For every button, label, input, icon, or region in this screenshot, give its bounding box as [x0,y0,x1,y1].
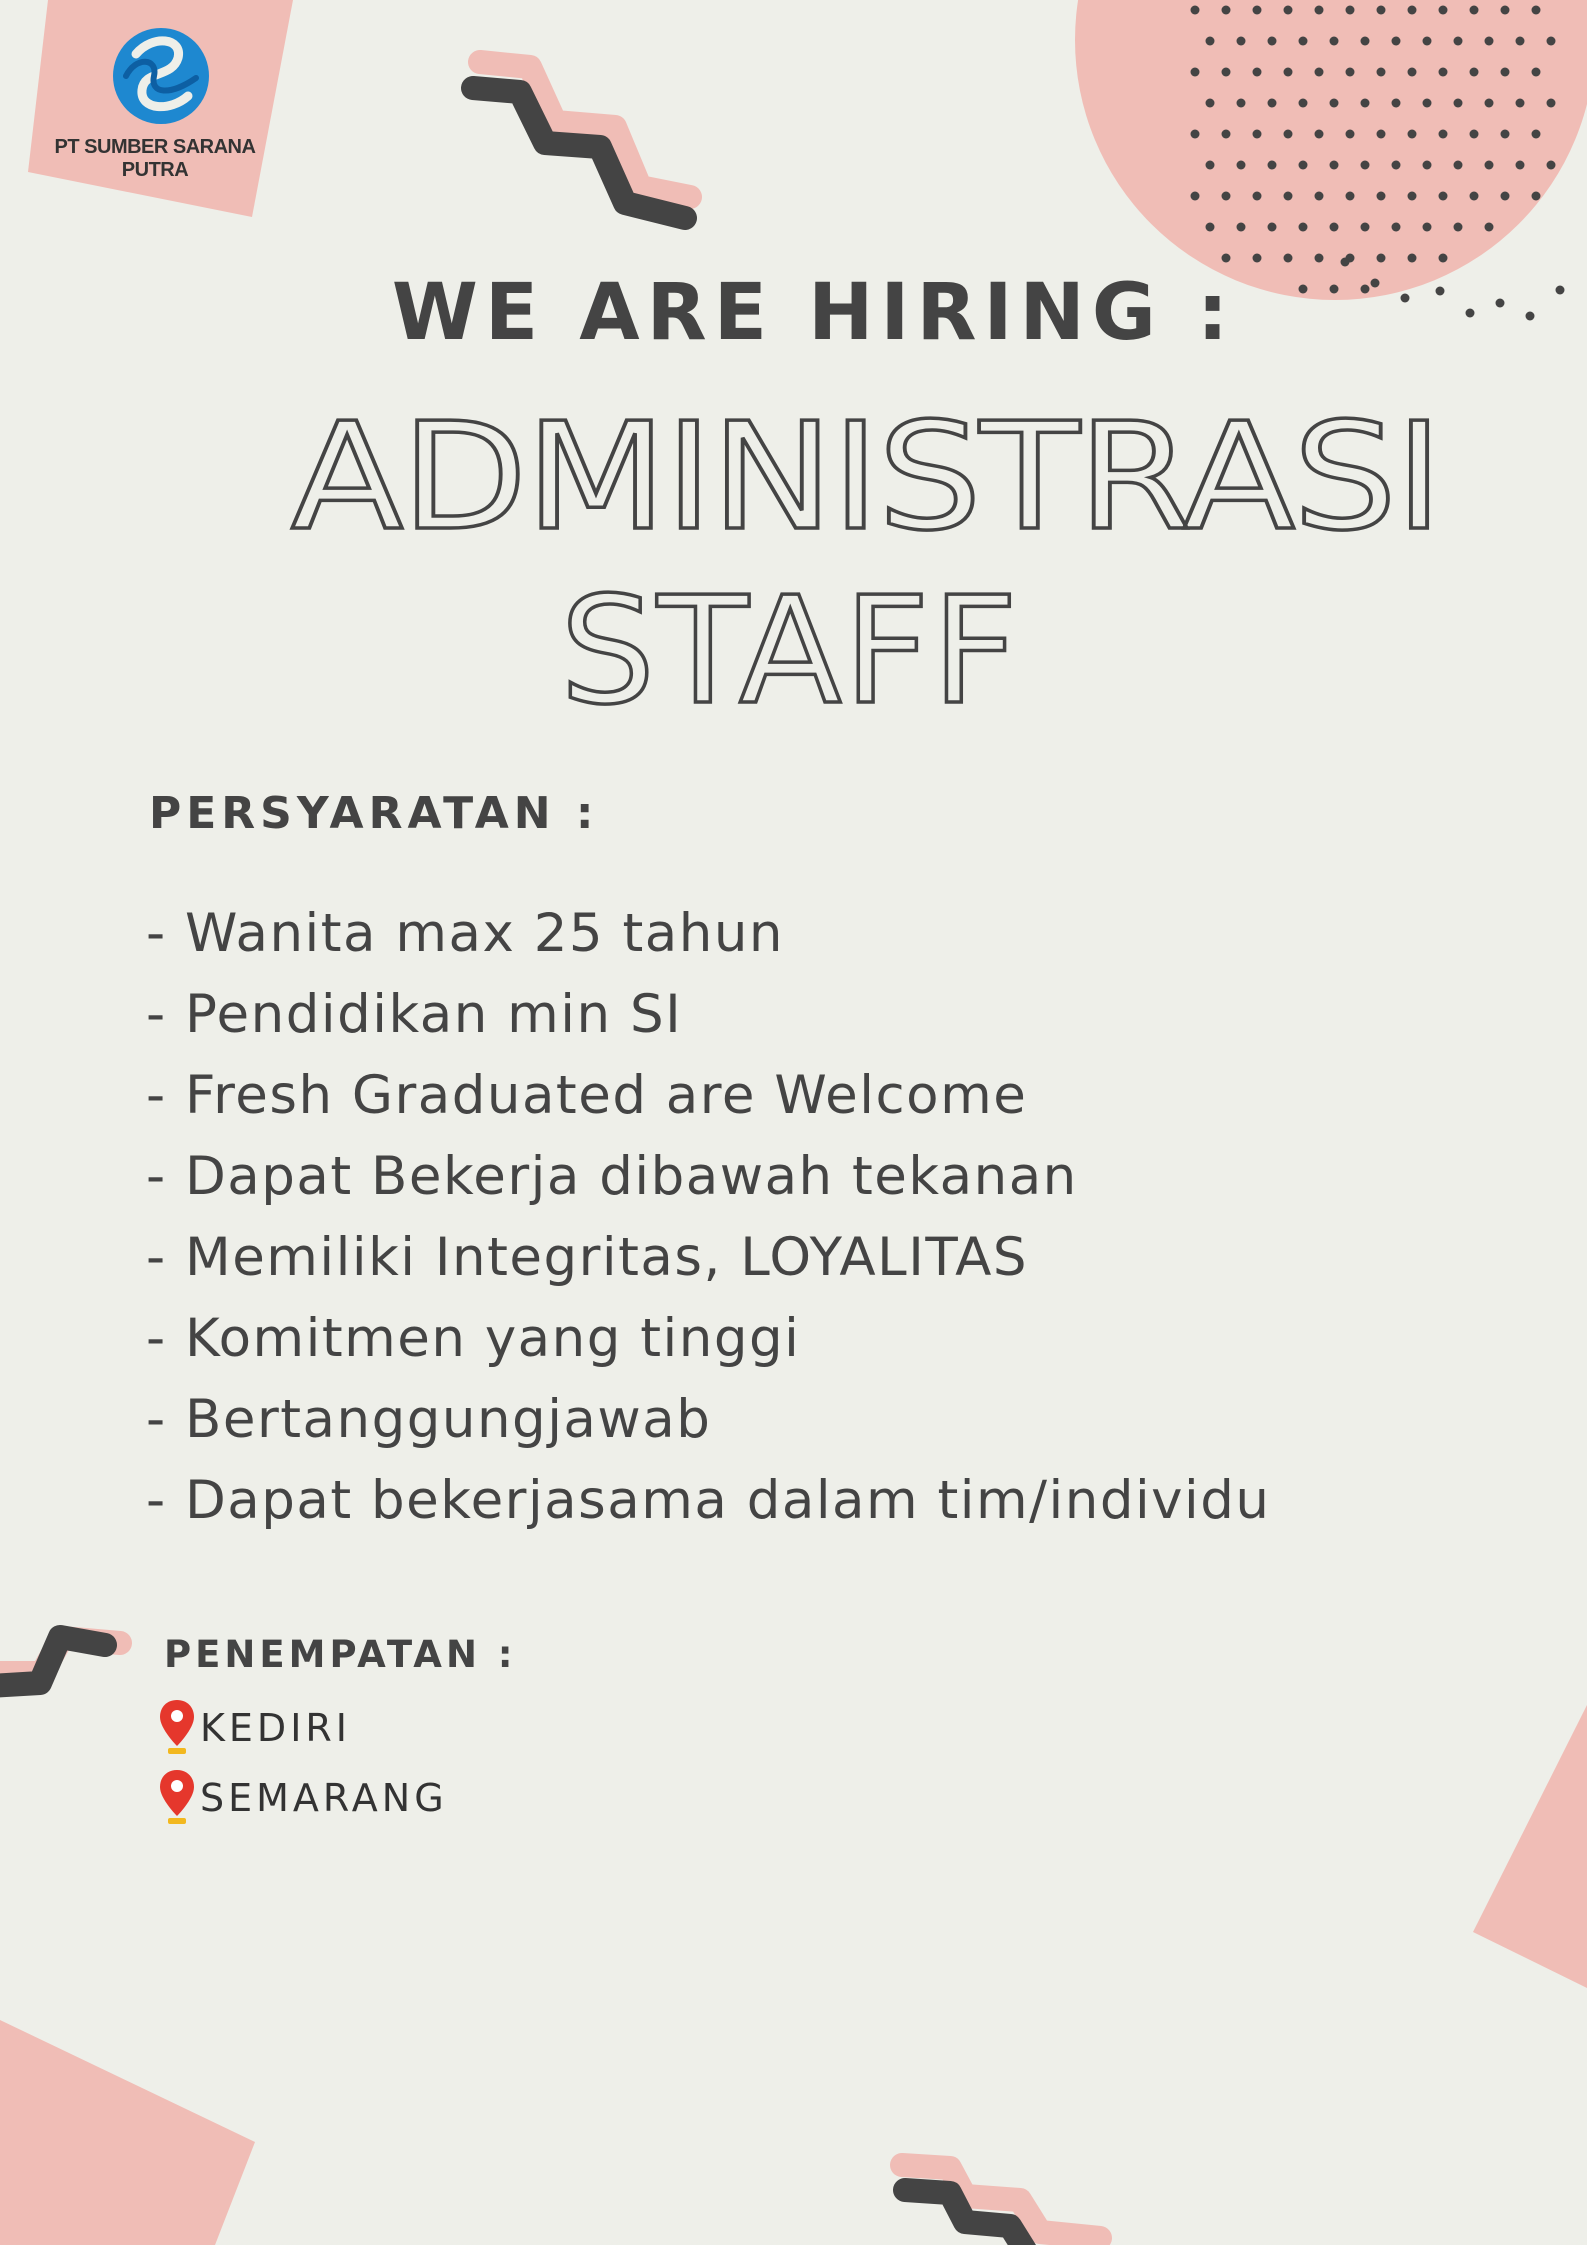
pattern-dot [1392,223,1401,232]
pattern-dot [1470,192,1479,201]
pattern-dot [1377,6,1386,15]
pattern-dot [1377,130,1386,139]
pattern-dot [1439,254,1448,263]
pattern-dot [1361,161,1370,170]
zigzag-top [473,88,685,218]
requirement-item: - Bertanggungjawab [146,1389,712,1450]
pattern-dot [1346,6,1355,15]
pattern-dot [1501,6,1510,15]
requirement-item: - Dapat Bekerja dibawah tekanan [146,1146,1078,1207]
hiring-headline: WE ARE HIRING : [391,268,1236,358]
pattern-dot [1547,37,1556,46]
company-name-line1: PT SUMBER SARANA [54,136,256,158]
pattern-dot [1341,258,1350,267]
pattern-dot [1222,192,1231,201]
company-logo-icon [113,28,209,124]
pattern-dot [1206,223,1215,232]
pattern-dot [1547,99,1556,108]
map-pin-icon [158,1768,196,1828]
pattern-dot [1423,161,1432,170]
pattern-dot [1268,161,1277,170]
pattern-dot [1299,161,1308,170]
pattern-dot [1377,254,1386,263]
pattern-dot [1346,192,1355,201]
position-title-line1: ADMINISTRASI [291,391,1441,563]
pattern-dot [1299,99,1308,108]
position-title [0,380,1587,730]
pattern-dot [1222,254,1231,263]
requirement-item: - Komitmen yang tinggi [146,1308,801,1369]
pattern-dot [1330,99,1339,108]
pattern-dot [1516,37,1525,46]
requirement-item: - Dapat bekerjasama dalam tim/individu [146,1470,1271,1531]
requirements-list [146,893,1271,1541]
pattern-dot [1423,99,1432,108]
pattern-dot [1268,37,1277,46]
pattern-dot [1222,6,1231,15]
pattern-dot [1454,37,1463,46]
pattern-dot [1470,68,1479,77]
pattern-dot [1532,192,1541,201]
pattern-dot [1532,68,1541,77]
pattern-dot [1253,254,1262,263]
pattern-dot [1222,68,1231,77]
pattern-dot [1253,6,1262,15]
pattern-dot [1191,192,1200,201]
company-name [30,136,280,182]
pattern-dot [1299,37,1308,46]
requirement-item: - Memiliki Integritas, LOYALITAS [146,1227,1028,1288]
pattern-dot [1408,6,1417,15]
pattern-dot [1377,68,1386,77]
pattern-dot [1315,192,1324,201]
bottom-left-pink-square [0,2020,255,2245]
pattern-dot [1191,130,1200,139]
pattern-dot [1516,161,1525,170]
pattern-dot [1423,223,1432,232]
requirement-item: - Wanita max 25 tahun [146,903,785,964]
pattern-dot [1423,37,1432,46]
pattern-dot [1253,130,1262,139]
map-pin-icon [158,1698,196,1758]
pattern-dot [1501,68,1510,77]
pattern-dot [1361,37,1370,46]
pattern-dot [1392,99,1401,108]
pattern-dot [1485,223,1494,232]
location-item [158,1698,351,1758]
position-title-line2: STAFF [560,565,1020,730]
pattern-dot [1268,223,1277,232]
pattern-dot [1346,130,1355,139]
pattern-dot [1206,161,1215,170]
requirement-item: - Pendidikan min SI [146,984,683,1045]
pattern-dot [1330,37,1339,46]
pattern-dot [1191,68,1200,77]
pattern-dot [1237,223,1246,232]
pattern-dot [1253,68,1262,77]
pattern-dot [1485,37,1494,46]
pattern-dot [1501,130,1510,139]
pattern-dot [1485,99,1494,108]
pattern-dot [1284,6,1293,15]
pattern-dot [1284,192,1293,201]
pattern-dot [1501,192,1510,201]
pattern-dot [1284,254,1293,263]
pattern-dot [1361,223,1370,232]
pattern-dot [1408,192,1417,201]
pattern-dot [1253,192,1262,201]
pattern-dot [1206,37,1215,46]
pattern-dot [1532,130,1541,139]
pattern-dot [1299,223,1308,232]
pattern-dot [1206,99,1215,108]
pattern-dot [1315,6,1324,15]
pattern-dot [1330,223,1339,232]
company-name-line2: PUTRA [121,159,189,181]
pattern-dot [1532,6,1541,15]
location-label: SEMARANG [200,1776,448,1820]
pattern-dot [1439,130,1448,139]
pattern-dot [1222,130,1231,139]
pattern-dot [1516,99,1525,108]
pattern-dot [1315,68,1324,77]
pattern-dot [1439,192,1448,201]
pattern-dot [1408,68,1417,77]
pattern-dot [1346,68,1355,77]
pattern-dot [1470,6,1479,15]
pattern-dot [1377,192,1386,201]
pattern-dot [1408,254,1417,263]
pattern-dot [1454,99,1463,108]
pattern-dot [1191,6,1200,15]
pattern-dot [1330,161,1339,170]
pattern-dot [1237,37,1246,46]
location-label: KEDIRI [200,1706,352,1750]
pattern-dot [1315,130,1324,139]
pattern-dot [1454,223,1463,232]
requirement-item: - Fresh Graduated are Welcome [146,1065,1028,1126]
pattern-dot [1439,68,1448,77]
pattern-dot [1361,99,1370,108]
placement-label: PENEMPATAN : [164,1633,517,1676]
pattern-dot [1439,6,1448,15]
pattern-dot [1408,130,1417,139]
pattern-dot [1315,254,1324,263]
pattern-dot [1237,161,1246,170]
pattern-dot [1454,161,1463,170]
pattern-dot [1547,161,1556,170]
pattern-dot [1237,99,1246,108]
location-item [158,1768,448,1828]
requirements-label: PERSYARATAN : [149,788,599,839]
pattern-dot [1284,130,1293,139]
pattern-dot [1470,130,1479,139]
right-pink-square [1473,1705,1587,1988]
pink-circle [1075,0,1587,300]
pattern-dot [1485,161,1494,170]
pattern-dot [1392,161,1401,170]
pattern-dot [1268,99,1277,108]
pattern-dot [1392,37,1401,46]
pattern-dot [1284,68,1293,77]
